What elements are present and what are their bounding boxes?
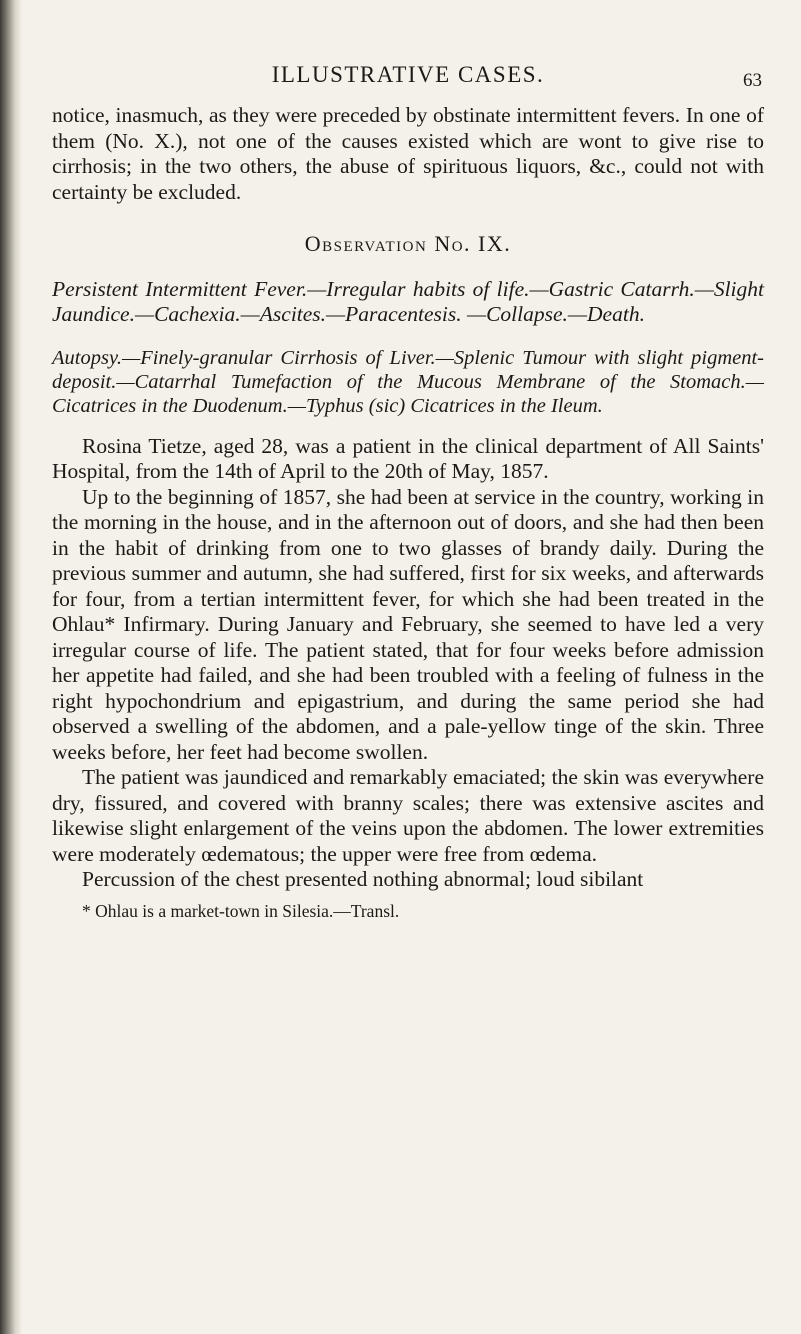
footnote: * Ohlau is a market-town in Silesia.—Transl.	[82, 900, 400, 921]
running-title: ILLUSTRATIVE CASES.	[271, 62, 545, 87]
case-summary: Persistent Intermittent Fever.—Irregular habits of life.—Gastric Catarrh.—Slight Jaundice.—Cachexia.—Ascites.—Paracentesis. —Collapse.—Death.	[52, 276, 764, 326]
autopsy-summary: Autopsy.—Finely-granular Cirrhosis of Liver.—Splenic Tumour with slight pigment-deposit.—Catarrhal Tumefaction of the Mucous Membrane of the Stomach.—Cicatrices in the Duodenum.—Typhus (sic) Cicatrices in the Ileum.	[52, 346, 764, 417]
book-gutter-shadow	[0, 0, 22, 1334]
running-head	[52, 62, 764, 92]
paragraph-percussion: Percussion of the chest presented nothing abnormal; loud sibilant	[82, 867, 644, 891]
page-number: 63	[743, 70, 762, 91]
observation-heading: Observation No. IX.	[304, 231, 512, 256]
intro-paragraph: notice, inasmuch, as they were preceded by obstinate intermittent fevers. In one of them (No. X.), not one of the causes existed which are wont to give rise to cirrhosis; in the two others, the abuse of spirituous liquors, &c., could not with certainty be excluded.	[52, 103, 764, 204]
paragraph-admission: Rosina Tietze, aged 28, was a patient in the clinical department of All Saints' Hospital, from the 14th of April to the 20th of May, 1857.	[52, 433, 764, 483]
paragraph-history: Up to the beginning of 1857, she had been at service in the country, working in the morning in the house, and in the afternoon out of doors, and she had then been in the habit of drinking from one to two glasses of brandy daily. During the previous summer and autumn, she had suffered, first for six weeks, and afterwards for four, from a tertian intermittent fever, for which she had been treated in the Ohlau* Infirmary. During January and February, she seemed to have led a very irregular course of life. The patient stated, that for four weeks before admission her appetite had failed, and she had been troubled with a feeling of fulness in the right hypochondrium and epigastrium, and during the same period she had observed a swelling of the abdomen, and a pale-yellow tinge of the skin. Three weeks before, her feet had become swollen.	[52, 484, 764, 764]
body-text	[52, 103, 764, 924]
paragraph-examination: The patient was jaundiced and remarkably emaciated; the skin was everywhere dry, fissured, and covered with branny scales; there was extensive ascites and likewise slight enlargement of the veins upon the abdomen. The lower extremities were moderately œdematous; the upper were free from œdema.	[52, 765, 764, 866]
